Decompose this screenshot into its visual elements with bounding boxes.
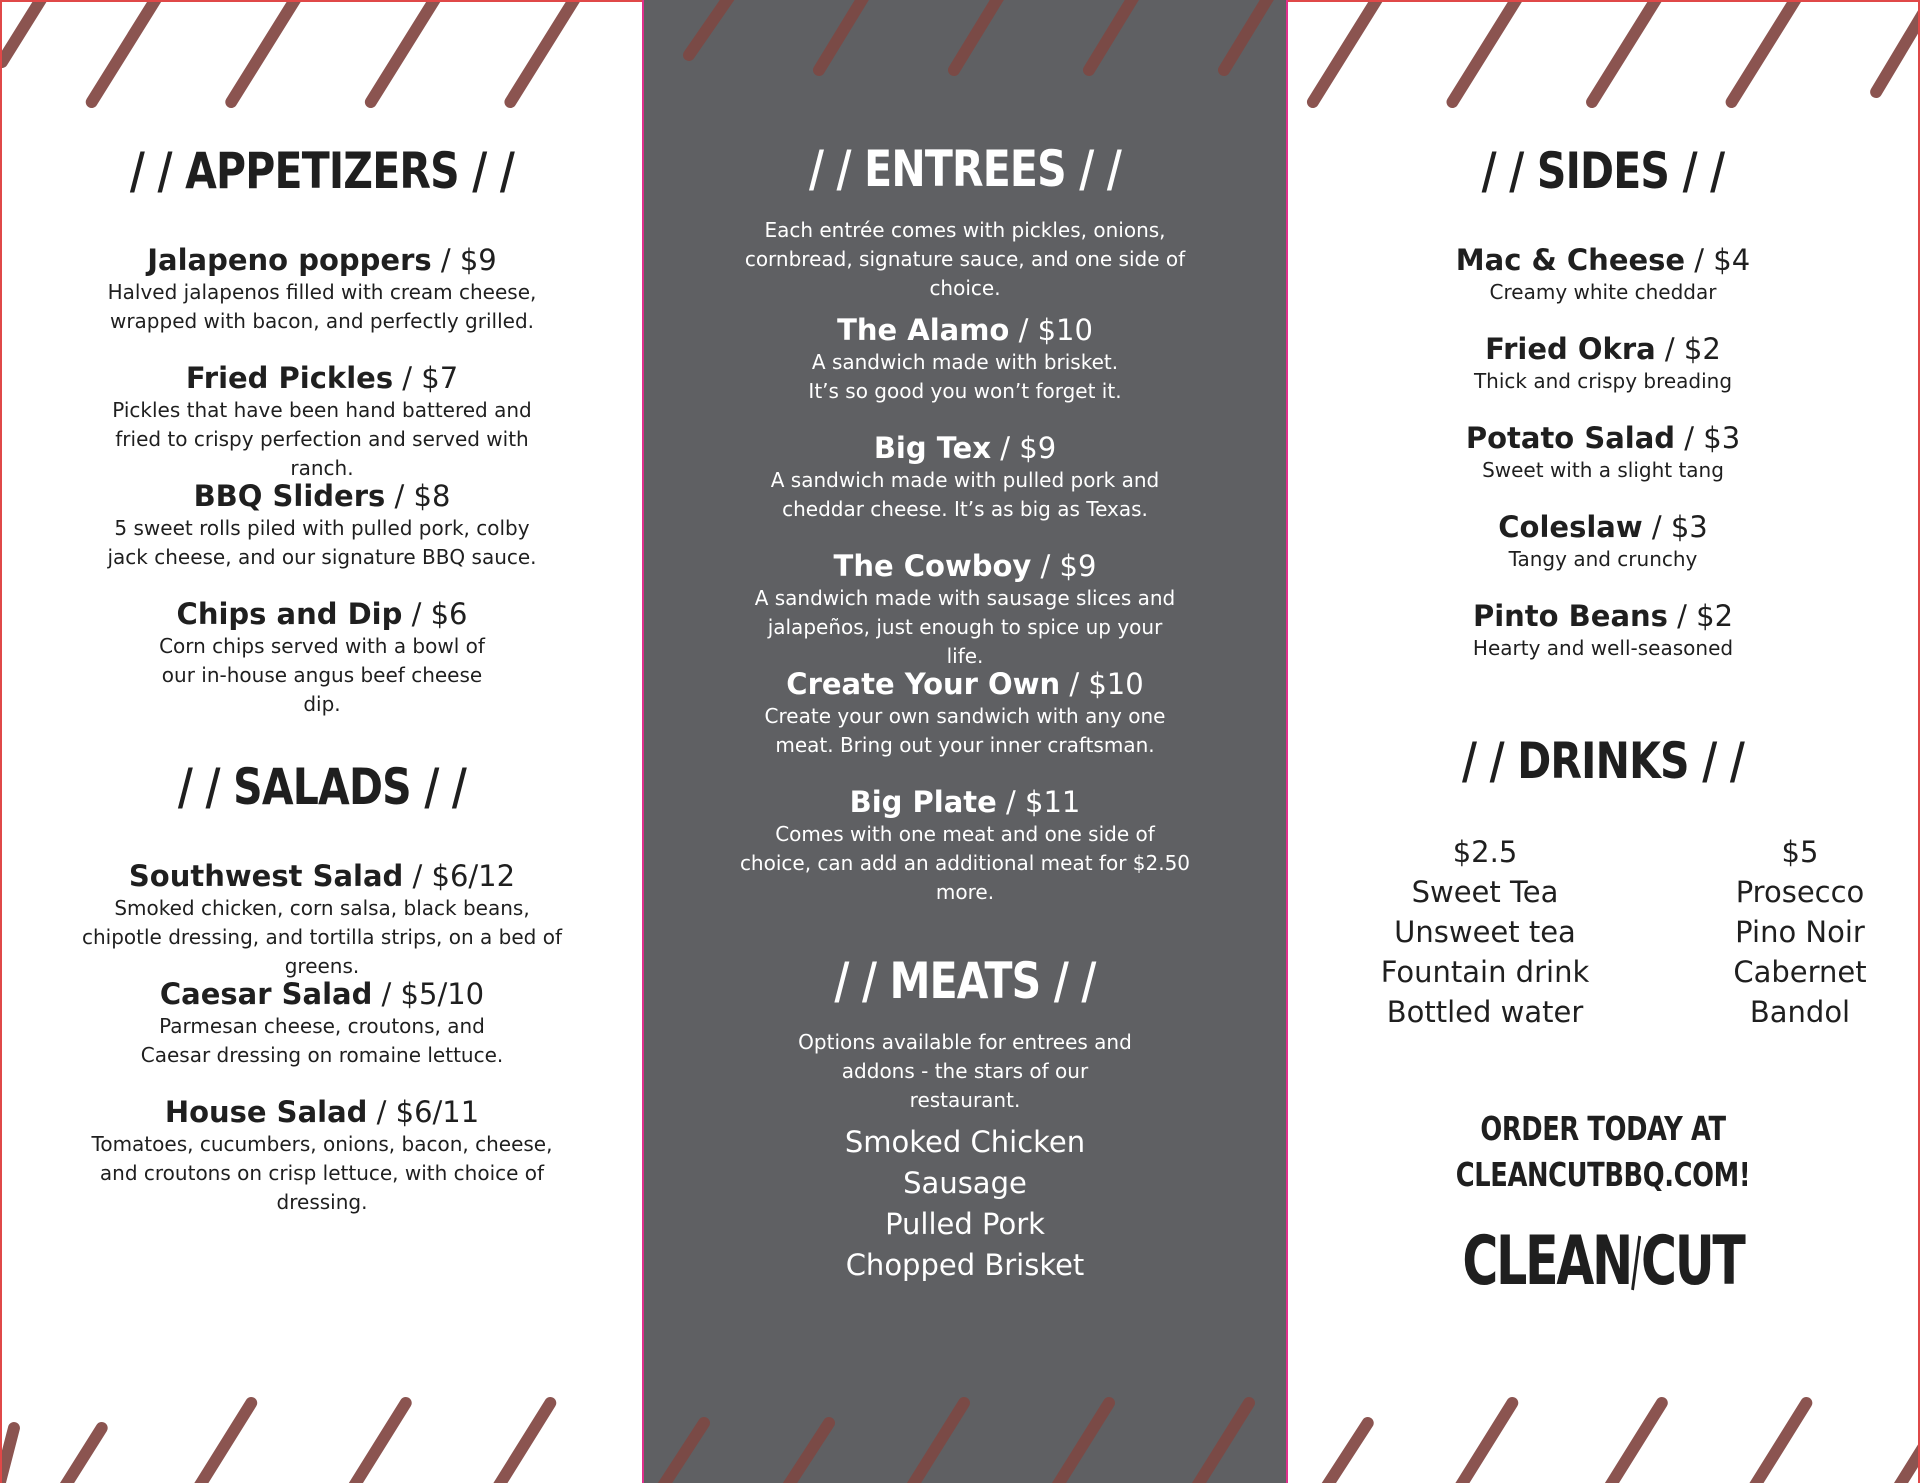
menu-item xyxy=(2,858,642,981)
item-price: / $3 xyxy=(1642,510,1708,544)
meats-list xyxy=(644,1122,1286,1286)
list-item: Sweet Tea xyxy=(1411,875,1559,909)
item-name: Fried Pickles xyxy=(185,361,394,395)
menu-item xyxy=(644,666,1286,760)
drinks-column-5 xyxy=(1680,832,1920,1032)
menu-item xyxy=(1288,598,1918,662)
logo-text-right: CUT xyxy=(1641,1222,1744,1301)
item-name: Pinto Beans xyxy=(1472,599,1668,633)
sides-heading: / / SIDES / / xyxy=(1481,142,1725,200)
list-item: Fountain drink xyxy=(1380,955,1590,989)
left-panel xyxy=(0,0,642,1483)
item-description: Tangy and crunchy xyxy=(1508,547,1698,571)
item-name: Fried Okra xyxy=(1485,332,1656,366)
item-price: / $8 xyxy=(385,479,451,513)
item-name: Jalapeno poppers xyxy=(147,243,432,277)
order-cta xyxy=(1357,1106,1848,1198)
menu-item xyxy=(1288,242,1918,306)
item-description: A sandwich made with pulled pork and cheddar cheese. It’s as big as Texas. xyxy=(770,468,1160,521)
entrees-intro: Each entrée comes with pickles, onions, cornbread, signature sauce, and one side of choice. xyxy=(744,218,1186,300)
right-panel xyxy=(1288,0,1920,1483)
item-description: Thick and crispy breading xyxy=(1473,369,1733,393)
item-name: Coleslaw xyxy=(1498,510,1643,544)
menu-item xyxy=(644,430,1286,524)
item-description: A sandwich made with brisket. It’s so good you won’t forget it. xyxy=(808,350,1122,403)
decorative-stripes-top xyxy=(2,2,642,162)
menu-item xyxy=(2,478,642,572)
item-price: / $10 xyxy=(1060,667,1144,701)
list-item: Chopped Brisket xyxy=(845,1248,1085,1282)
item-description: Halved jalapenos filled with cream cheese, wrapped with bacon, and perfectly grilled. xyxy=(107,280,537,333)
list-item: Bottled water xyxy=(1386,995,1584,1029)
list-item: Pulled Pork xyxy=(885,1207,1045,1241)
item-name: Potato Salad xyxy=(1465,421,1676,455)
entrees-heading: / / ENTREES / / xyxy=(808,140,1122,198)
item-name: Chips and Dip xyxy=(176,597,403,631)
item-price: / $7 xyxy=(393,361,459,395)
item-description: Smoked chicken, corn salsa, black beans, chipotle dressing, and tortilla strips, on a bed of greens. xyxy=(82,896,562,978)
item-price: / $2 xyxy=(1655,332,1721,366)
list-item: Bandol xyxy=(1749,995,1851,1029)
item-price: / $11 xyxy=(996,785,1081,819)
drink-price: $5 xyxy=(1781,835,1819,869)
meats-heading: / / MEATS / / xyxy=(834,952,1096,1010)
item-description: Pickles that have been hand battered and fried to crispy perfection and served with ranch. xyxy=(112,398,532,480)
drinks-heading: / / DRINKS / / xyxy=(1461,732,1744,790)
drinks-column-2-5 xyxy=(1365,832,1605,1032)
item-name: House Salad xyxy=(164,1095,368,1129)
item-price: / $6/11 xyxy=(367,1095,480,1129)
list-item: Smoked Chicken xyxy=(844,1125,1086,1159)
item-description: Hearty and well-seasoned xyxy=(1472,636,1734,660)
item-name: Southwest Salad xyxy=(128,859,404,893)
item-name: The Alamo xyxy=(837,313,1010,347)
item-price: / $10 xyxy=(1009,313,1093,347)
middle-panel xyxy=(642,0,1288,1483)
menu-item xyxy=(2,1094,642,1217)
list-item: Sausage xyxy=(903,1166,1027,1200)
decorative-stripes-top xyxy=(644,0,1286,160)
item-price: / $9 xyxy=(431,243,497,277)
item-price: / $6 xyxy=(402,597,468,631)
menu-item xyxy=(1288,420,1918,484)
list-item: Unsweet tea xyxy=(1394,915,1576,949)
list-item: Cabernet xyxy=(1733,955,1867,989)
item-name: Big Tex xyxy=(873,431,992,465)
list-item: Prosecco xyxy=(1735,875,1865,909)
item-name: Mac & Cheese xyxy=(1455,243,1686,277)
drink-price: $2.5 xyxy=(1452,835,1518,869)
item-description: Creamy white cheddar xyxy=(1489,280,1717,304)
item-description: A sandwich made with sausage slices and jalapeños, just enough to spice up your life. xyxy=(754,586,1176,668)
salads-heading: / / SALADS / / xyxy=(177,758,467,816)
menu-item xyxy=(644,784,1286,907)
item-price: / $6/12 xyxy=(403,859,516,893)
menu-item xyxy=(2,242,642,336)
item-price: / $9 xyxy=(1031,549,1097,583)
menu-item xyxy=(1288,331,1918,395)
item-description: Create your own sandwich with any one meat. Bring out your inner craftsman. xyxy=(764,704,1166,757)
menu-item xyxy=(2,360,642,483)
appetizers-heading: / / APPETIZERS / / xyxy=(129,142,515,200)
decorative-stripes-top xyxy=(1288,2,1918,162)
item-price: / $4 xyxy=(1685,243,1751,277)
item-name: Big Plate xyxy=(849,785,997,819)
item-description: Parmesan cheese, croutons, and Caesar dressing on romaine lettuce. xyxy=(140,1014,504,1067)
item-price: / $5/10 xyxy=(372,977,485,1011)
menu-item xyxy=(2,596,642,719)
item-price: / $2 xyxy=(1667,599,1734,633)
item-price: / $9 xyxy=(991,431,1057,465)
item-name: BBQ Sliders xyxy=(193,479,386,513)
decorative-stripes-bottom xyxy=(1288,1323,1918,1483)
decorative-stripes-bottom xyxy=(2,1323,642,1483)
logo-text-left: CLEAN xyxy=(1462,1222,1631,1301)
item-description: Comes with one meat and one side of choice, can add an additional meat for $2.50 more. xyxy=(739,822,1191,904)
decorative-stripes-bottom xyxy=(644,1323,1286,1483)
item-description: Sweet with a slight tang xyxy=(1482,458,1724,482)
list-item: Pino Noir xyxy=(1735,915,1865,949)
item-description: 5 sweet rolls piled with pulled pork, colby jack cheese, and our signature BBQ sauce. xyxy=(107,516,537,569)
cleancut-logo xyxy=(1376,1222,1830,1301)
logo-slash-icon xyxy=(1631,1226,1641,1292)
order-line-2: CLEANCUTBBQ.COM! xyxy=(1455,1155,1751,1194)
order-line-1: ORDER TODAY AT xyxy=(1480,1109,1726,1148)
item-price: / $3 xyxy=(1675,421,1741,455)
menu-item xyxy=(644,312,1286,406)
item-description: Tomatoes, cucumbers, onions, bacon, cheese, and croutons on crisp lettuce, with choice of dressing. xyxy=(91,1132,553,1214)
item-name: The Cowboy xyxy=(833,549,1032,583)
menu-item xyxy=(2,976,642,1070)
item-name: Create Your Own xyxy=(786,667,1061,701)
meats-intro: Options available for entrees and addons - the stars of our restaurant. xyxy=(798,1030,1132,1112)
item-name: Caesar Salad xyxy=(159,977,373,1011)
item-description: Corn chips served with a bowl of our in-house angus beef cheese dip. xyxy=(159,634,485,716)
menu-item xyxy=(644,548,1286,671)
menu-item xyxy=(1288,509,1918,573)
